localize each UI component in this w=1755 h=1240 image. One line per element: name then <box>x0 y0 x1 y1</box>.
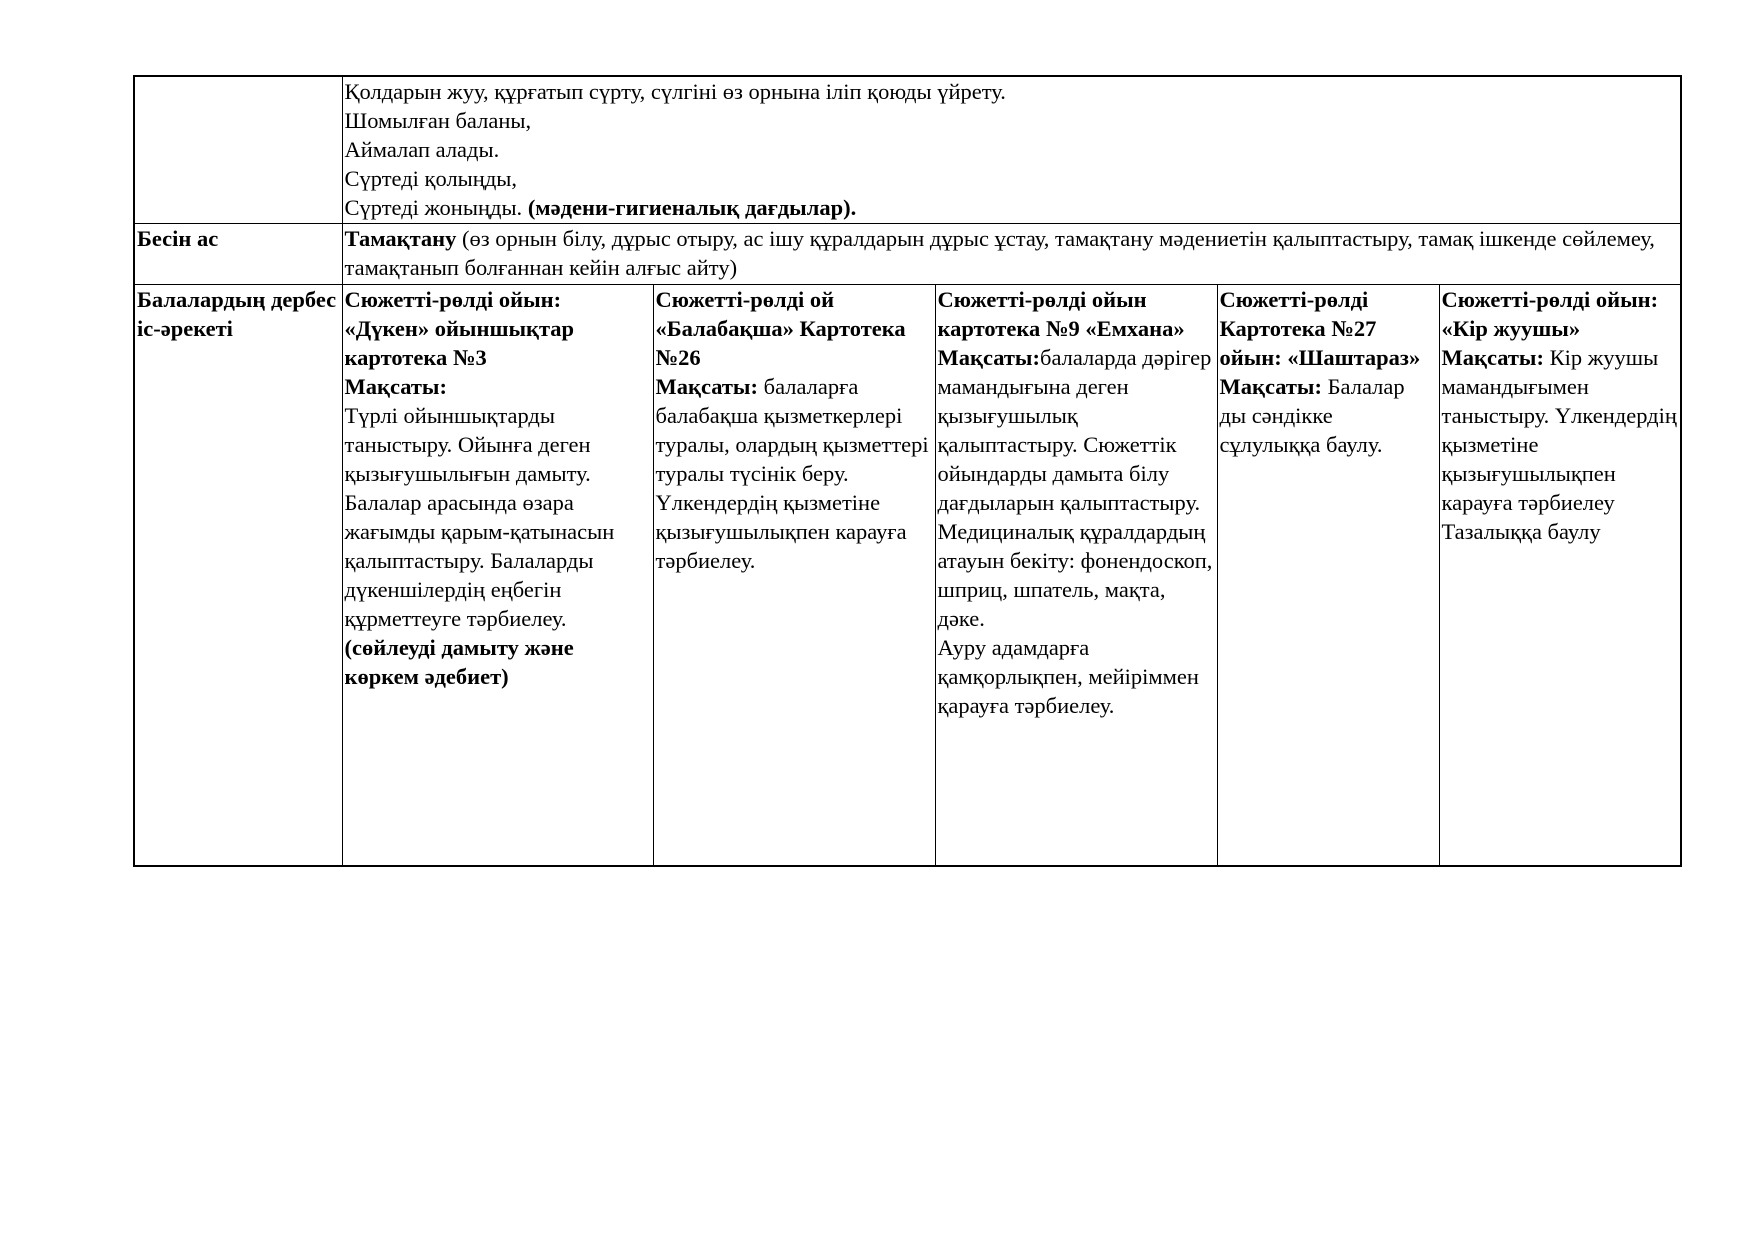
activity-1-note: (сөйлеуді дамыту және көркем әдебиет) <box>344 635 574 689</box>
hygiene-row <box>134 76 1681 224</box>
lunch-row <box>134 224 1681 285</box>
hygiene-line-4: Сүртеді қолыңды, <box>344 166 518 191</box>
activity-4-text: Балалар ды сәндікке сұлулыққа баулу. <box>1219 374 1405 457</box>
activity-1-heading: Сюжетті-рөлді ойын: «Дүкен» ойыншықтар картотека №3 Мақсаты: <box>344 287 575 399</box>
lunch-text: (өз орнын білу, дұрыс отыру, ас ішу құралдарын дұрыс ұстау, тамақтану мәдениетін қалыптастыру, тамақ ішкенде сөйлемеу, тамақтанып болғаннан кейін алғыс айту) <box>344 226 1655 280</box>
lunch-lead: Тамақтану <box>344 226 457 251</box>
activity-cell-1 <box>342 285 653 867</box>
activity-2-text: балаларға балабақша қызметкерлері туралы, олардың қызметтері туралы түсінік беру. Үлкендердің қызметіне қызығушылықпен карауға тәрбиелеу. <box>655 374 929 573</box>
activity-cell-4 <box>1217 285 1439 867</box>
activity-cell-5 <box>1439 285 1681 867</box>
activity-5-text: Кір жуушы мамандығымен таныстыру. Үлкендердің қызметіне қызығушылықпен карауға тәрбиелеу Тазалыққа баулу <box>1441 345 1677 544</box>
hygiene-skill-note: (мәдени-гигиеналық дағдылар). <box>527 195 857 220</box>
activity-4-heading: Сюжетті-рөлді Картотека №27 ойын: «Шаштараз» Мақсаты: <box>1219 287 1421 399</box>
hygiene-line-2: Шомылған баланы, <box>344 108 532 133</box>
hygiene-line-3: Аймалап алады. <box>344 137 500 162</box>
activity-2-heading: Сюжетті-рөлді ой «Балабақша» Картотека №26 Мақсаты: <box>655 287 906 399</box>
lunch-content-cell <box>342 224 1681 285</box>
hygiene-line-1: Қолдарын жуу, құрғатып сүрту, сүлгіні өз орнына іліп қоюды үйрету. <box>344 79 1006 104</box>
daily-plan-table <box>133 75 1682 867</box>
lunch-label: Бесін ас <box>134 224 342 285</box>
activity-cell-2 <box>653 285 935 867</box>
schedule-sheet <box>133 75 1680 867</box>
activity-3-text: балаларда дәрігер мамандығына деген қызығушылық қалыптастыру. Сюжеттік ойындарды дамыта білу дағдыларын қалыптастыру. Медициналық құралдардың атауын бекіту: фонендоскоп, шприц, шпатель, мақта, дәке. Ауру адамдарға қамқорлықпен, мейіріммен қарауға тәрбиелеу. <box>937 345 1213 718</box>
hygiene-label-cell <box>134 76 342 224</box>
hygiene-line-5-text: Сүртеді жоныңды. <box>344 195 528 220</box>
activity-row <box>134 285 1681 867</box>
activity-cell-3 <box>935 285 1217 867</box>
activity-label: Балалардың дербес іс-әрекеті <box>134 285 342 867</box>
hygiene-line-5 <box>345 193 1679 222</box>
activity-5-heading: Сюжетті-рөлді ойын: «Кір жуушы» Мақсаты: <box>1441 287 1659 370</box>
hygiene-content-cell <box>342 76 1681 224</box>
activity-1-text: Түрлі ойыншықтарды таныстыру. Ойынға деген қызығушылығын дамыту. Балалар арасында өзара жағымды қарым-қатынасын қалыптастыру. Балаларды дүкеншілердің еңбегін құрметтеуге тәрбиелеу. <box>344 403 615 631</box>
activity-3-heading: Сюжетті-рөлді ойын картотека №9 «Емхана» Мақсаты: <box>937 287 1185 370</box>
